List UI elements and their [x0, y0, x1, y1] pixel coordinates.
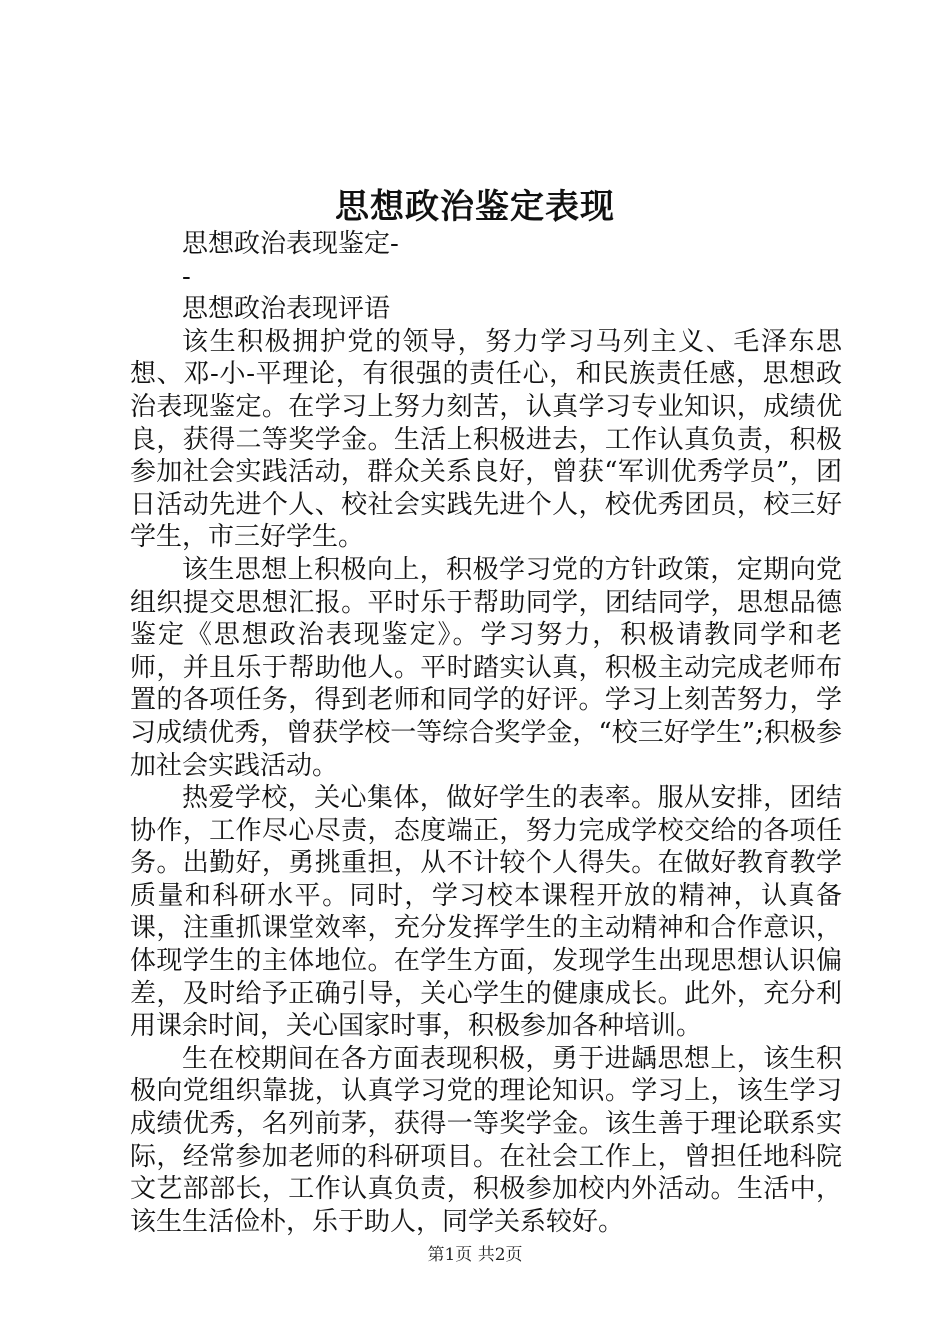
- document-title: 思想政治鉴定表现: [335, 187, 615, 227]
- paragraph-1: 该生积极拥护党的领导，努力学习马列主义、毛泽东思想、邓-小-平理论，有很强的责任心，和民族责任感，思想政治表现鉴定。在学习上努力刻苦，认真学习专业知识，成绩优良，获得二等奖学金。生活上积极进去，工作认真负责，积极参加社会实践活动，群众关系良好，曾获“军训优秀学员”，团日活动先进个人、校社会实践先进个人，校优秀团员，校三好学生，市三好学生。: [130, 326, 842, 553]
- paragraph-3: 热爱学校，关心集体，做好学生的表率。服从安排，团结协作，工作尽心尽责，态度端正，努力完成学校交给的各项任务。出勤好，勇挑重担，从不计较个人得失。在做好教育教学质量和科研水平。同时，学习校本课程开放的精神，认真备课，注重抓课堂效率，充分发挥学生的主动精神和合作意识，体现学生的主体地位。在学生方面，发现学生出现思想认识偏差，及时给予正确引导，关心学生的健康成长。此外，充分利用课余时间，关心国家时事，积极参加各种培训。: [130, 783, 842, 1042]
- paragraph-4: 生在校期间在各方面表现积极，勇于进龋思想上，该生积极向党组织靠拢，认真学习党的理论知识。学习上，该生学习成绩优秀，名列前茅，获得一等奖学金。该生善于理论联系实际，经常参加老师的科研项目。在社会工作上，曾担任地科院文艺部部长，工作认真负责，积极参加校内外活动。生活中，该生生活俭朴，乐于助人，同学关系较好。: [130, 1043, 842, 1237]
- subtitle-line-1: 思想政治表现鉴定-: [182, 229, 399, 259]
- document-body: [130, 228, 842, 1238]
- page-footer: 第1页 共2页: [427, 1245, 523, 1265]
- paragraph-2: 该生思想上积极向上，积极学习党的方针政策，定期向党组织提交思想汇报。平时乐于帮助同学，团结同学，思想品德鉴定《思想政治表现鉴定》。学习努力，积极请教同学和老师，并且乐于帮助他人。平时踏实认真，积极主动完成老师布置的各项任务，得到老师和同学的好评。学习上刻苦努力，学习成绩优秀，曾获学校一等综合奖学金，“校三好学生”;积极参加社会实践活动。: [130, 554, 842, 781]
- subtitle-line-2: -: [182, 261, 191, 292]
- section-heading: 思想政治表现评语: [182, 294, 391, 325]
